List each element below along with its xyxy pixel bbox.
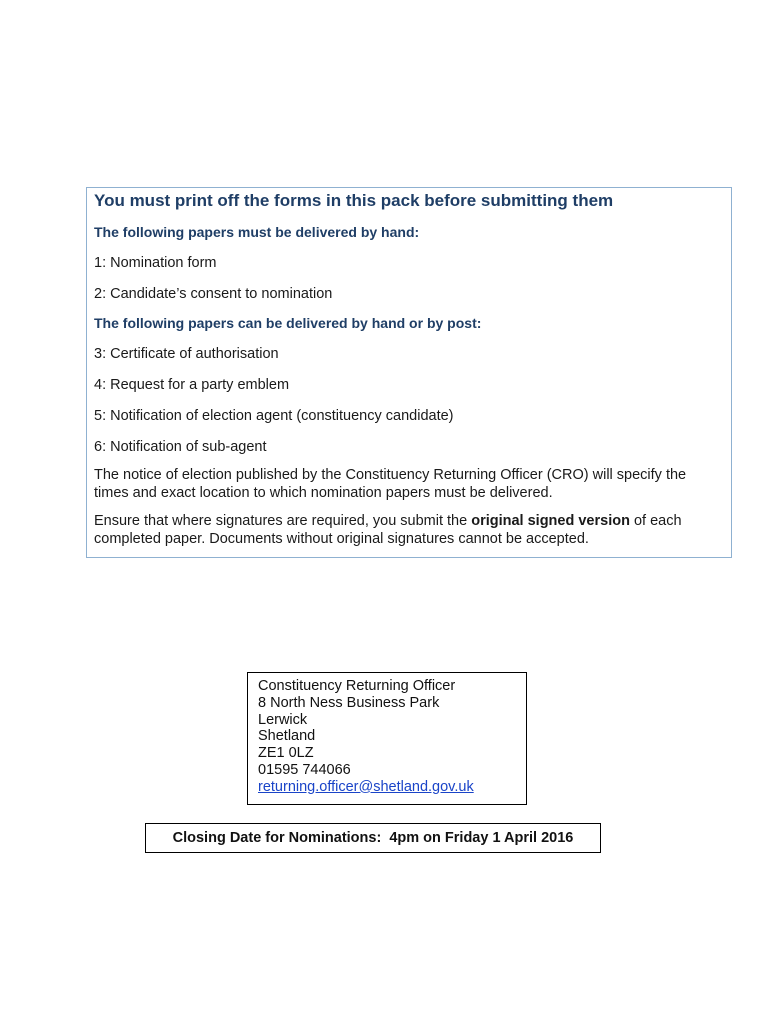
print-forms-heading: You must print off the forms in this pack before submitting them bbox=[94, 191, 614, 210]
by-hand-list bbox=[94, 254, 724, 303]
delivered-by-hand-heading: The following papers must be delivered by hand: bbox=[94, 224, 420, 240]
instructions-box bbox=[86, 187, 732, 558]
signatures-paragraph bbox=[94, 513, 724, 548]
list-item: 2: Candidate’s consent to nomination bbox=[94, 286, 333, 302]
cro-address-box bbox=[247, 672, 527, 805]
signatures-text-start: Ensure that where signatures are required, you submit the bbox=[94, 513, 472, 529]
address-postcode: ZE1 0LZ bbox=[258, 745, 314, 762]
list-item: 5: Notification of election agent (constituency candidate) bbox=[94, 408, 454, 424]
email-link[interactable]: returning.officer@shetland.gov.uk bbox=[258, 778, 474, 795]
address-street: 8 North Ness Business Park bbox=[258, 694, 440, 711]
notice-paragraph: The notice of election published by the Constituency Returning Officer (CRO) will specify the times and exact location to which nomination papers must be delivered. bbox=[94, 467, 687, 501]
hand-or-post-list bbox=[94, 345, 724, 456]
address-region: Shetland bbox=[258, 728, 316, 745]
closing-date-box bbox=[145, 823, 601, 853]
address-title: Constituency Returning Officer bbox=[258, 678, 456, 694]
signatures-text-end: of each completed paper. Documents without original signatures cannot be accepted. bbox=[94, 513, 682, 547]
closing-date-text: Closing Date for Nominations: 4pm on Friday 1 April 2016 bbox=[172, 830, 574, 846]
list-item: 1: Nomination form bbox=[94, 255, 217, 271]
hand-or-post-heading: The following papers can be delivered by hand or by post: bbox=[94, 315, 482, 331]
list-item: 4: Request for a party emblem bbox=[94, 377, 290, 393]
original-signed-version-emphasis: original signed version bbox=[471, 513, 630, 529]
address-phone: 01595 744066 bbox=[258, 761, 351, 778]
address-town: Lerwick bbox=[258, 711, 308, 728]
list-item: 3: Certificate of authorisation bbox=[94, 346, 279, 362]
list-item: 6: Notification of sub-agent bbox=[94, 439, 267, 455]
